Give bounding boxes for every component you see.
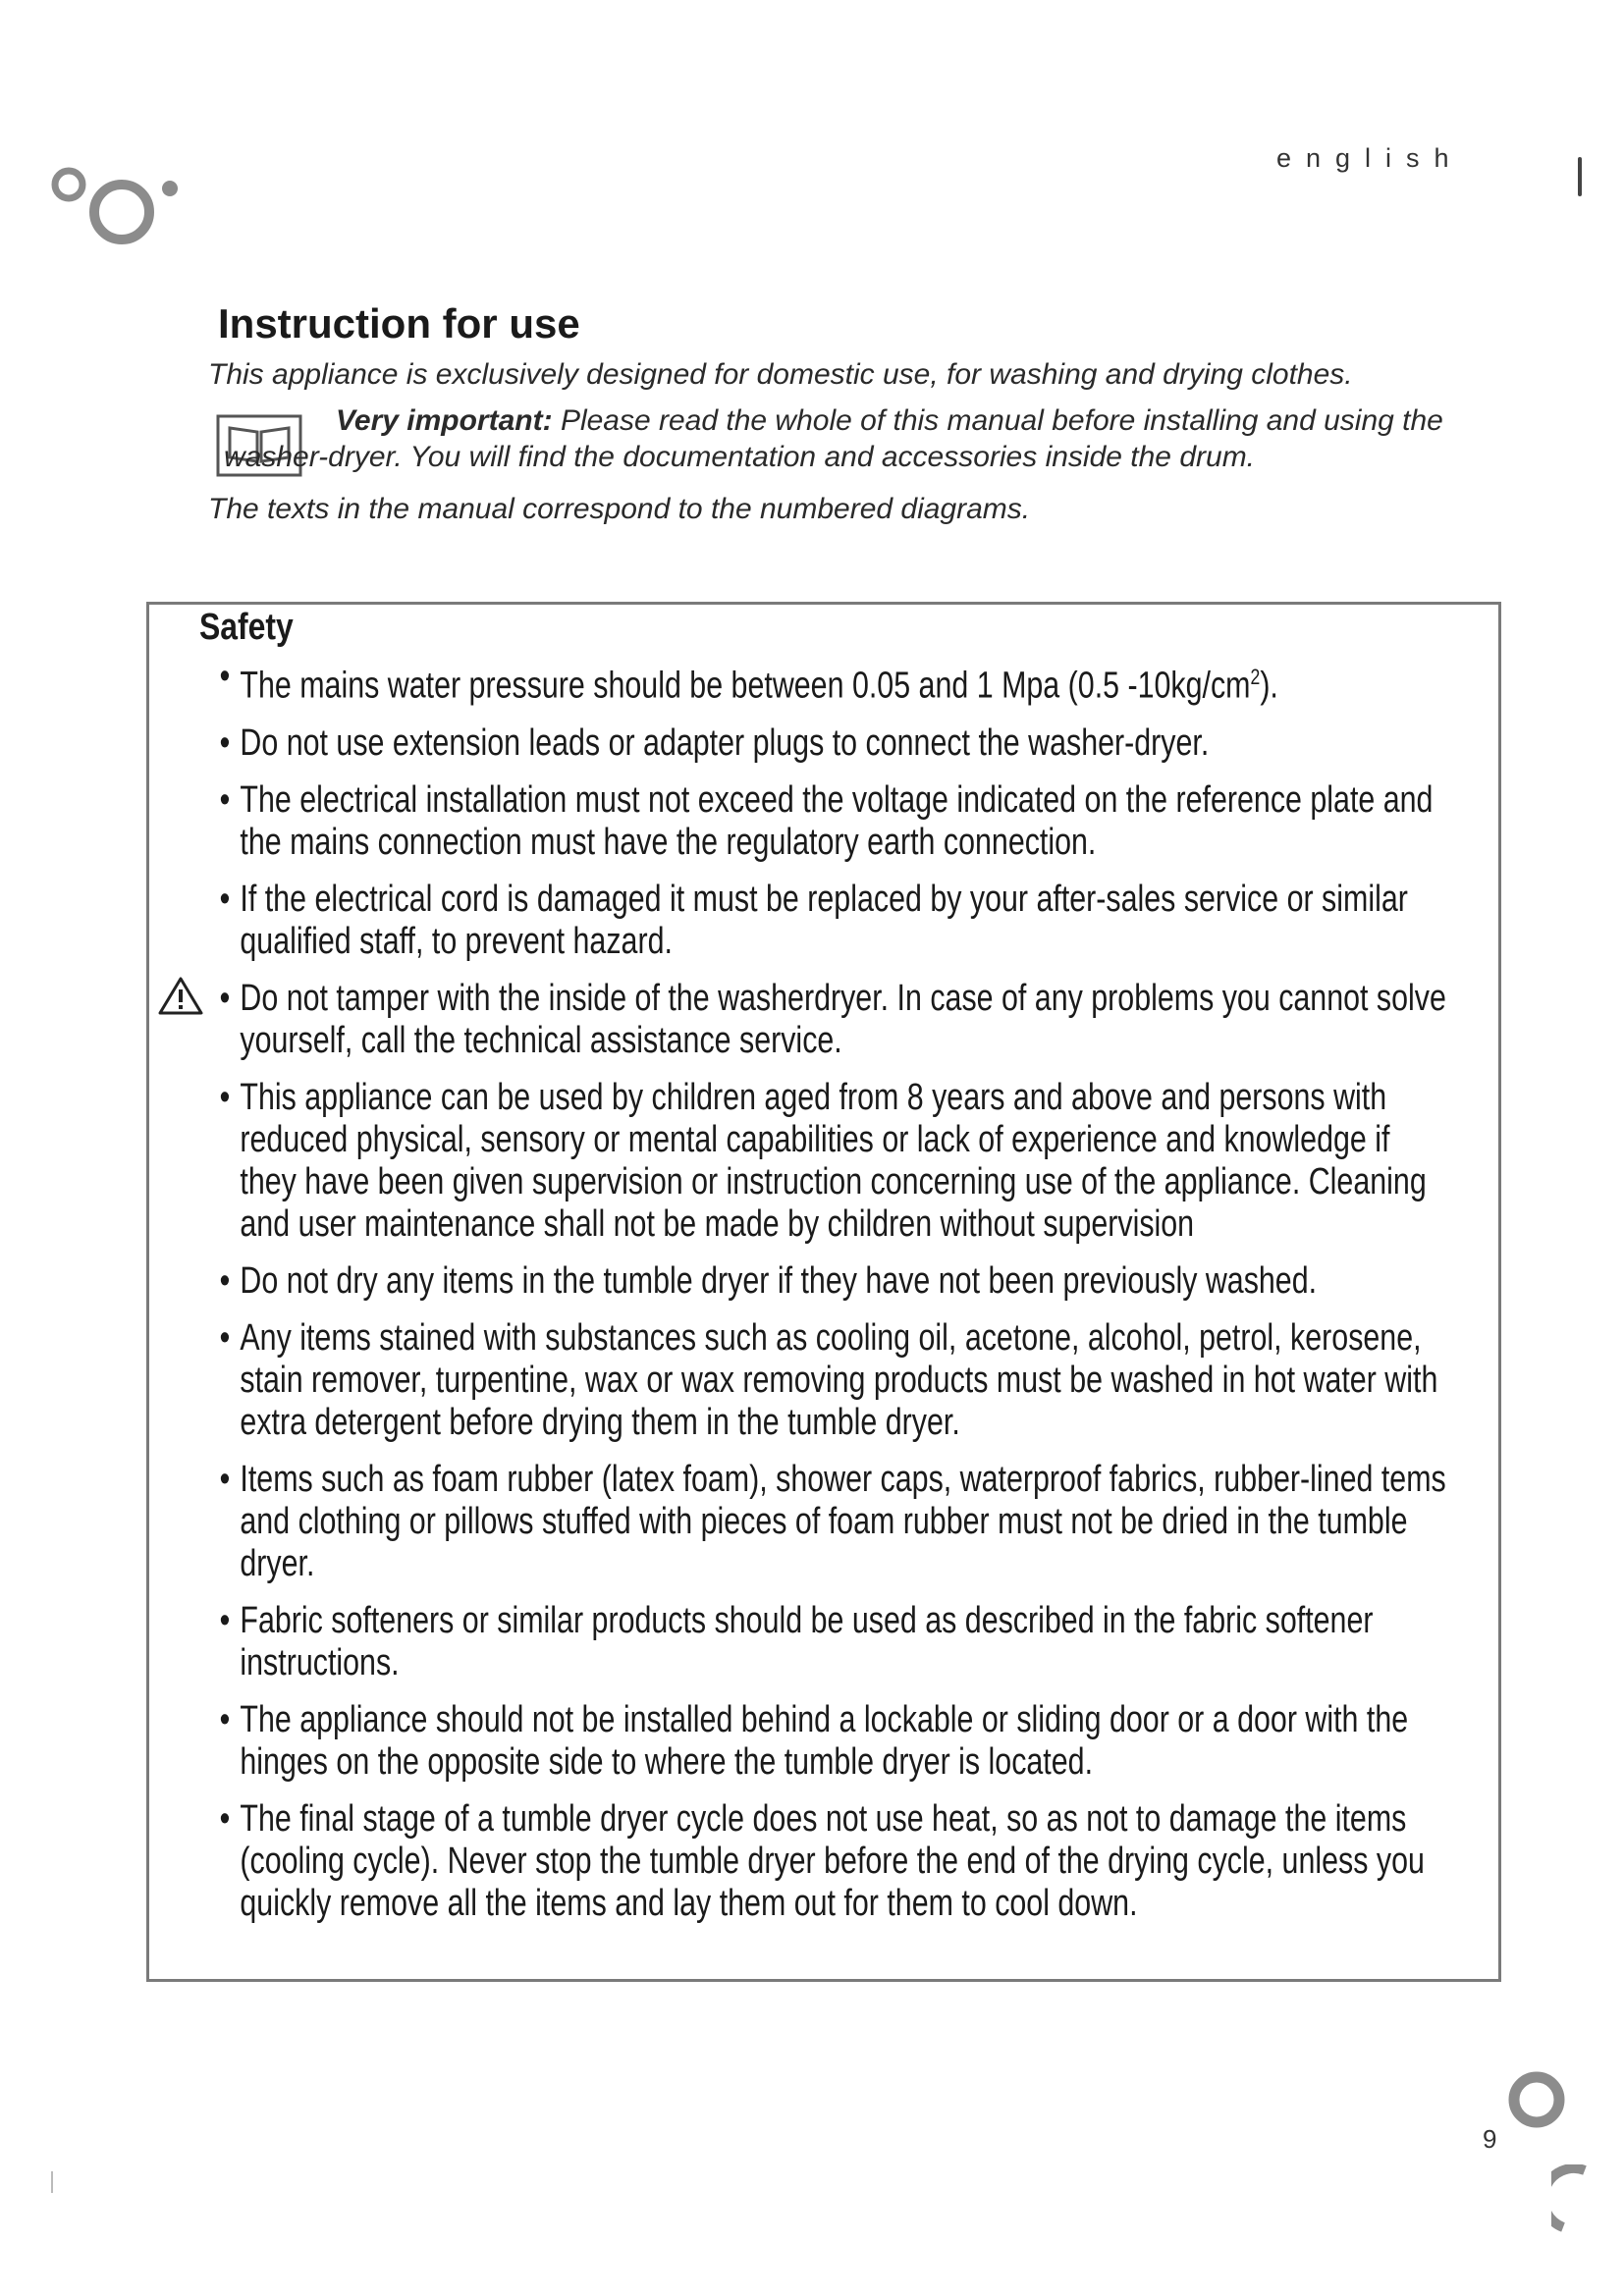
- important-text: Please read the whole of this manual before installing and using the washer-dryer. You will find the documentation and accessories inside the drum.: [224, 404, 1443, 473]
- safety-item: • Do not tamper with the inside of the washerdryer. In case of any problems you cannot solve yourself, call the technical assistance service.: [219, 977, 1446, 1061]
- bullet-icon: •: [219, 1599, 231, 1641]
- margin-tick: [51, 2171, 53, 2193]
- page-number: 9: [1483, 2124, 1497, 2154]
- safety-item: • Items such as foam rubber (latex foam), shower caps, waterproof fabrics, rubber-lined tems and clothing or pillows stuffed with pieces of foam rubber must not be dried in the tumble dryer.: [219, 1458, 1446, 1584]
- page-title: Instruction for use: [218, 300, 580, 347]
- corner-ring-icon: [1506, 2069, 1567, 2130]
- safety-item: • The mains water pressure should be between 0.05 and 1 Mpa (0.5 $-10kg/cm^2$).: [219, 656, 1278, 707]
- numbered-diagrams-note: The texts in the manual correspond to the numbered diagrams.: [208, 493, 1031, 525]
- safety-item: • The electrical installation must not exceed the voltage indicated on the reference plate and the mains connection must have the regulatory earth connection.: [219, 778, 1434, 863]
- bullet-icon: •: [219, 656, 231, 697]
- bullet-icon: •: [219, 878, 231, 920]
- safety-item: • If the electrical cord is damaged it must be replaced by your after-sales service or similar qualified staff, to prevent hazard.: [219, 878, 1408, 962]
- corner-arc-icon: [1551, 2164, 1591, 2233]
- bullet-icon: •: [219, 1259, 231, 1302]
- language-label: english: [1276, 143, 1464, 173]
- safety-item: • This appliance can be used by children aged from 8 years and above and persons with reduced physical, sensory or mental capabilities or lack of experience and knowledge if they have been given supervision or instruction concerning use of the appliance. Cleaning and user maintenance shall not be made by children without supervision: [219, 1076, 1427, 1245]
- important-lead: Very important:: [336, 404, 553, 437]
- safety-item: • Do not dry any items in the tumble dryer if they have not been previously washed.: [219, 1259, 1318, 1302]
- safety-list: [219, 656, 1451, 1940]
- bullet-icon: •: [219, 1076, 231, 1118]
- warning-triangle-icon: [158, 976, 203, 1015]
- bullet-icon: •: [219, 778, 231, 821]
- bullet-icon: •: [219, 1698, 231, 1740]
- safety-item: • Do not use extension leads or adapter plugs to connect the washer-dryer.: [219, 721, 1210, 764]
- safety-title: Safety: [199, 607, 294, 648]
- safety-item: • Any items stained with substances such as cooling oil, acetone, alcohol, petrol, kerosene, stain remover, turpentine, wax or wax removing products must be washed in hot water with extra detergent before drying them in the tumble dryer.: [219, 1316, 1438, 1443]
- edge-mark: [1578, 157, 1582, 196]
- bullet-icon: •: [219, 1797, 231, 1840]
- safety-item: • The appliance should not be installed behind a lockable or sliding door or a door with the hinges on the opposite side to where the tumble dryer is located.: [219, 1698, 1409, 1783]
- safety-item: • The final stage of a tumble dryer cycle does not use heat, so as not to damage the items (cooling cycle). Never stop the tumble dryer before the end of the drying cycle, unless you quickly remove all the items and lay them out for them to cool down.: [219, 1797, 1425, 1924]
- bullet-icon: •: [219, 1458, 231, 1500]
- important-note: [224, 402, 1500, 475]
- intro-text: This appliance is exclusively designed for domestic use, for washing and drying clothes.: [208, 358, 1353, 391]
- bullet-icon: •: [219, 1316, 231, 1359]
- brand-circles-logo-icon: [43, 147, 240, 275]
- bullet-icon: •: [219, 977, 231, 1019]
- bullet-icon: •: [219, 721, 231, 764]
- safety-item: • Fabric softeners or similar products should be used as described in the fabric softener instructions.: [219, 1599, 1374, 1683]
